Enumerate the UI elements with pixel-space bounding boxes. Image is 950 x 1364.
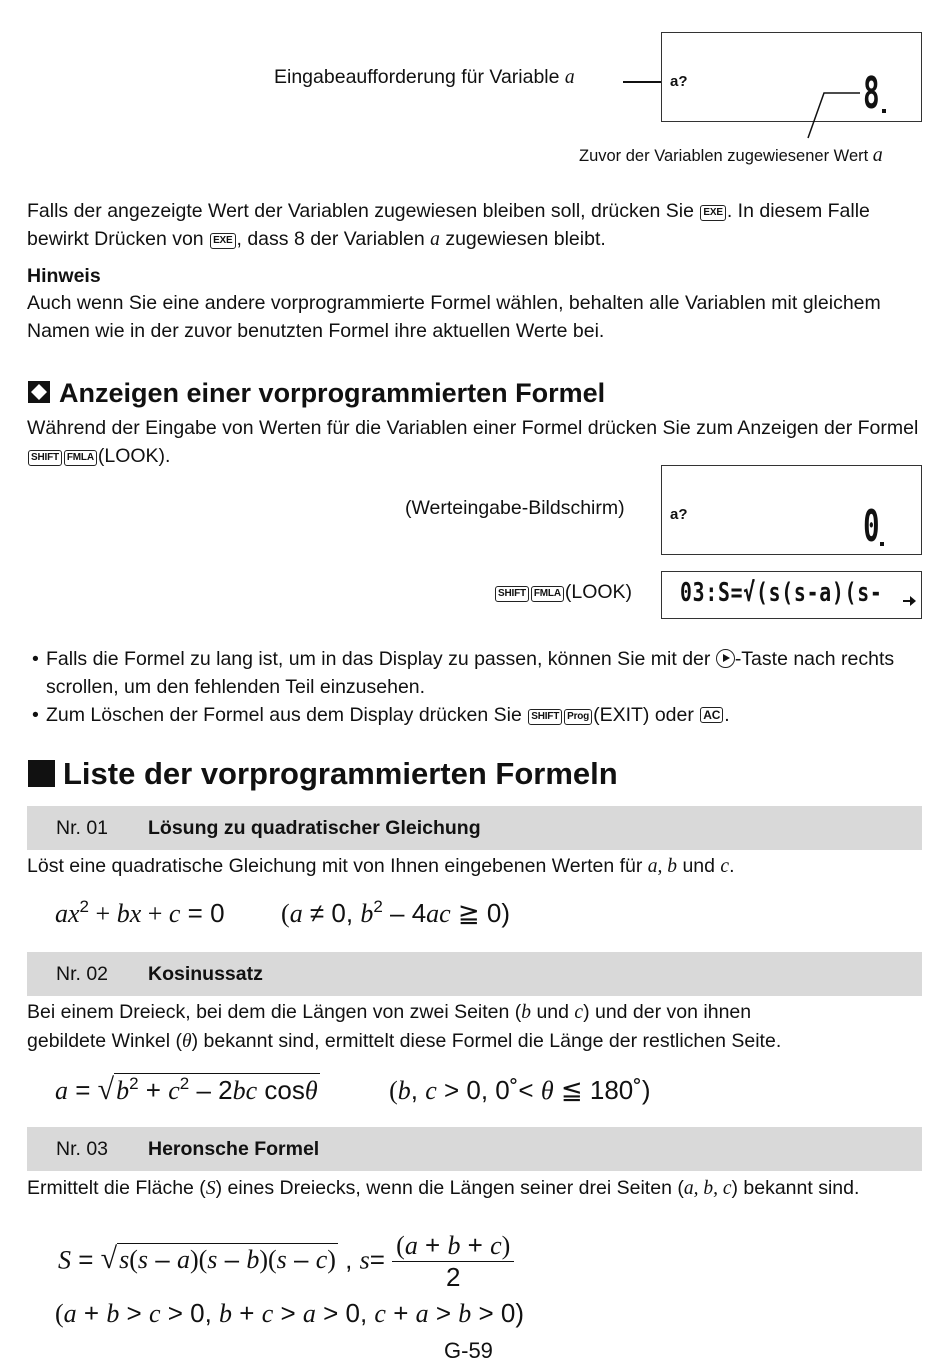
- list-item: • Zum Löschen der Formel aus dem Display drücken Sie SHIFT Prog (EXIT) oder AC .: [32, 704, 730, 726]
- formula-03-conditions: (a + b > c > 0, b + c > a > 0, c + a > b > 0): [55, 1298, 524, 1328]
- lcd-prompt-text: a?: [670, 73, 688, 90]
- lcd-screen-value-input: [661, 465, 922, 555]
- lcd-decimal-point: [880, 542, 884, 546]
- section-heading-list: Liste der vorprogrammierten Formeln: [28, 756, 618, 792]
- value-pointer-line: [800, 88, 870, 140]
- exe-key: EXE: [210, 233, 235, 249]
- lcd-value: 0: [862, 501, 879, 552]
- ac-key: AC: [700, 707, 723, 723]
- lcd-prompt-text: a?: [670, 506, 688, 523]
- formula-desc-03: Ermittelt die Fläche (S) eines Dreiecks, wenn die Längen seiner drei Seiten (a, b, c) bekannt sind.: [27, 1177, 860, 1199]
- shift-key: SHIFT: [495, 586, 529, 602]
- variable-a: a: [564, 67, 575, 88]
- arrow-right-icon: [903, 595, 917, 607]
- exe-paragraph: Falls der angezeigte Wert der Variablen zugewiesen bleiben soll, drücken Sie EXE . In diesem Falle bewirkt Drücken von EXE , dass 8 der Variablen a zugewiesen bleibt.: [27, 200, 870, 250]
- fmla-key: FMLA: [531, 586, 564, 602]
- shift-key: SHIFT: [28, 450, 62, 466]
- formula-01: $ax^2$ + bx + c = 0 (a ≠ 0, $b^2 - 4ac$ ≧ 0): [55, 897, 511, 928]
- leader-line: [623, 81, 661, 83]
- right-arrow-key-icon: [716, 649, 735, 668]
- look-paragraph: Während der Eingabe von Werten für die Variablen einer Formel drücken Sie zum Anzeigen der Formel SHIFT FMLA (LOOK).: [27, 417, 919, 467]
- formula-header-03: Nr. 03 Heronsche Formel: [27, 1127, 922, 1171]
- lcd-screen-prompt: [661, 32, 922, 122]
- prog-key: Prog: [564, 709, 592, 725]
- lcd-formula-text: 03:S=√(s(s-a)(s-: [680, 578, 883, 608]
- formula-03: S = √s(s – a)(s – b)(s – c) , s= $\frac{(a + b + c)}{2}$: [58, 1230, 514, 1293]
- hinweis-heading: Hinweis: [27, 265, 101, 287]
- bullet-list: [32, 645, 912, 729]
- page-number: G-59: [444, 1338, 493, 1363]
- exe-key: EXE: [700, 205, 725, 221]
- list-item: • Falls die Formel zu lang ist, um in das Display zu passen, können Sie mit der -Taste nach rechts scrollen, um den fehlenden Teil einzusehen.: [32, 648, 895, 698]
- black-square-icon: [28, 760, 55, 787]
- formula-desc-01: Löst eine quadratische Gleichung mit von Ihnen eingebenen Werten für a, b und c.: [27, 855, 735, 877]
- look-key-label: SHIFT FMLA (LOOK): [494, 581, 632, 604]
- lcd-screen-formula: [661, 571, 922, 619]
- hinweis-text: Auch wenn Sie eine andere vorprogrammierte Formel wählen, behalten alle Variablen mit gleichem Namen wie in der zuvor benutzten Formel ihre aktuellen Werte bei.: [27, 292, 881, 342]
- formula-header-02: Nr. 02 Kosinussatz: [27, 952, 922, 996]
- lcd-decimal-point: [882, 109, 886, 113]
- formula-header-01: Nr. 01 Lösung zu quadratischer Gleichung: [27, 806, 922, 850]
- fmla-key: FMLA: [64, 450, 97, 466]
- formula-desc-02: Bei einem Dreieck, bei dem die Längen von zwei Seiten (b und c) und der von ihnen gebildete Winkel (θ) bekannt sind, ermittelt diese Formel die Länge der restlichen Seite.: [27, 1001, 782, 1052]
- value-input-label: (Werteingabe-Bildschirm): [405, 497, 625, 519]
- formula-02: $a = √b^2 + c^2 - 2bc$ cosθ (b, c > 0, 0˚< θ ≦ 180˚): [55, 1073, 651, 1106]
- shift-key: SHIFT: [528, 709, 562, 725]
- prompt-label: Eingabeaufforderung für Variable a: [274, 66, 575, 88]
- lcd-value: 8: [862, 68, 879, 119]
- section-heading-look: Anzeigen einer vorprogrammierten Formel: [27, 378, 605, 409]
- diamond-frame-icon: [27, 380, 51, 404]
- value-caption: Zuvor der Variablen zugewiesener Wert a: [579, 144, 883, 166]
